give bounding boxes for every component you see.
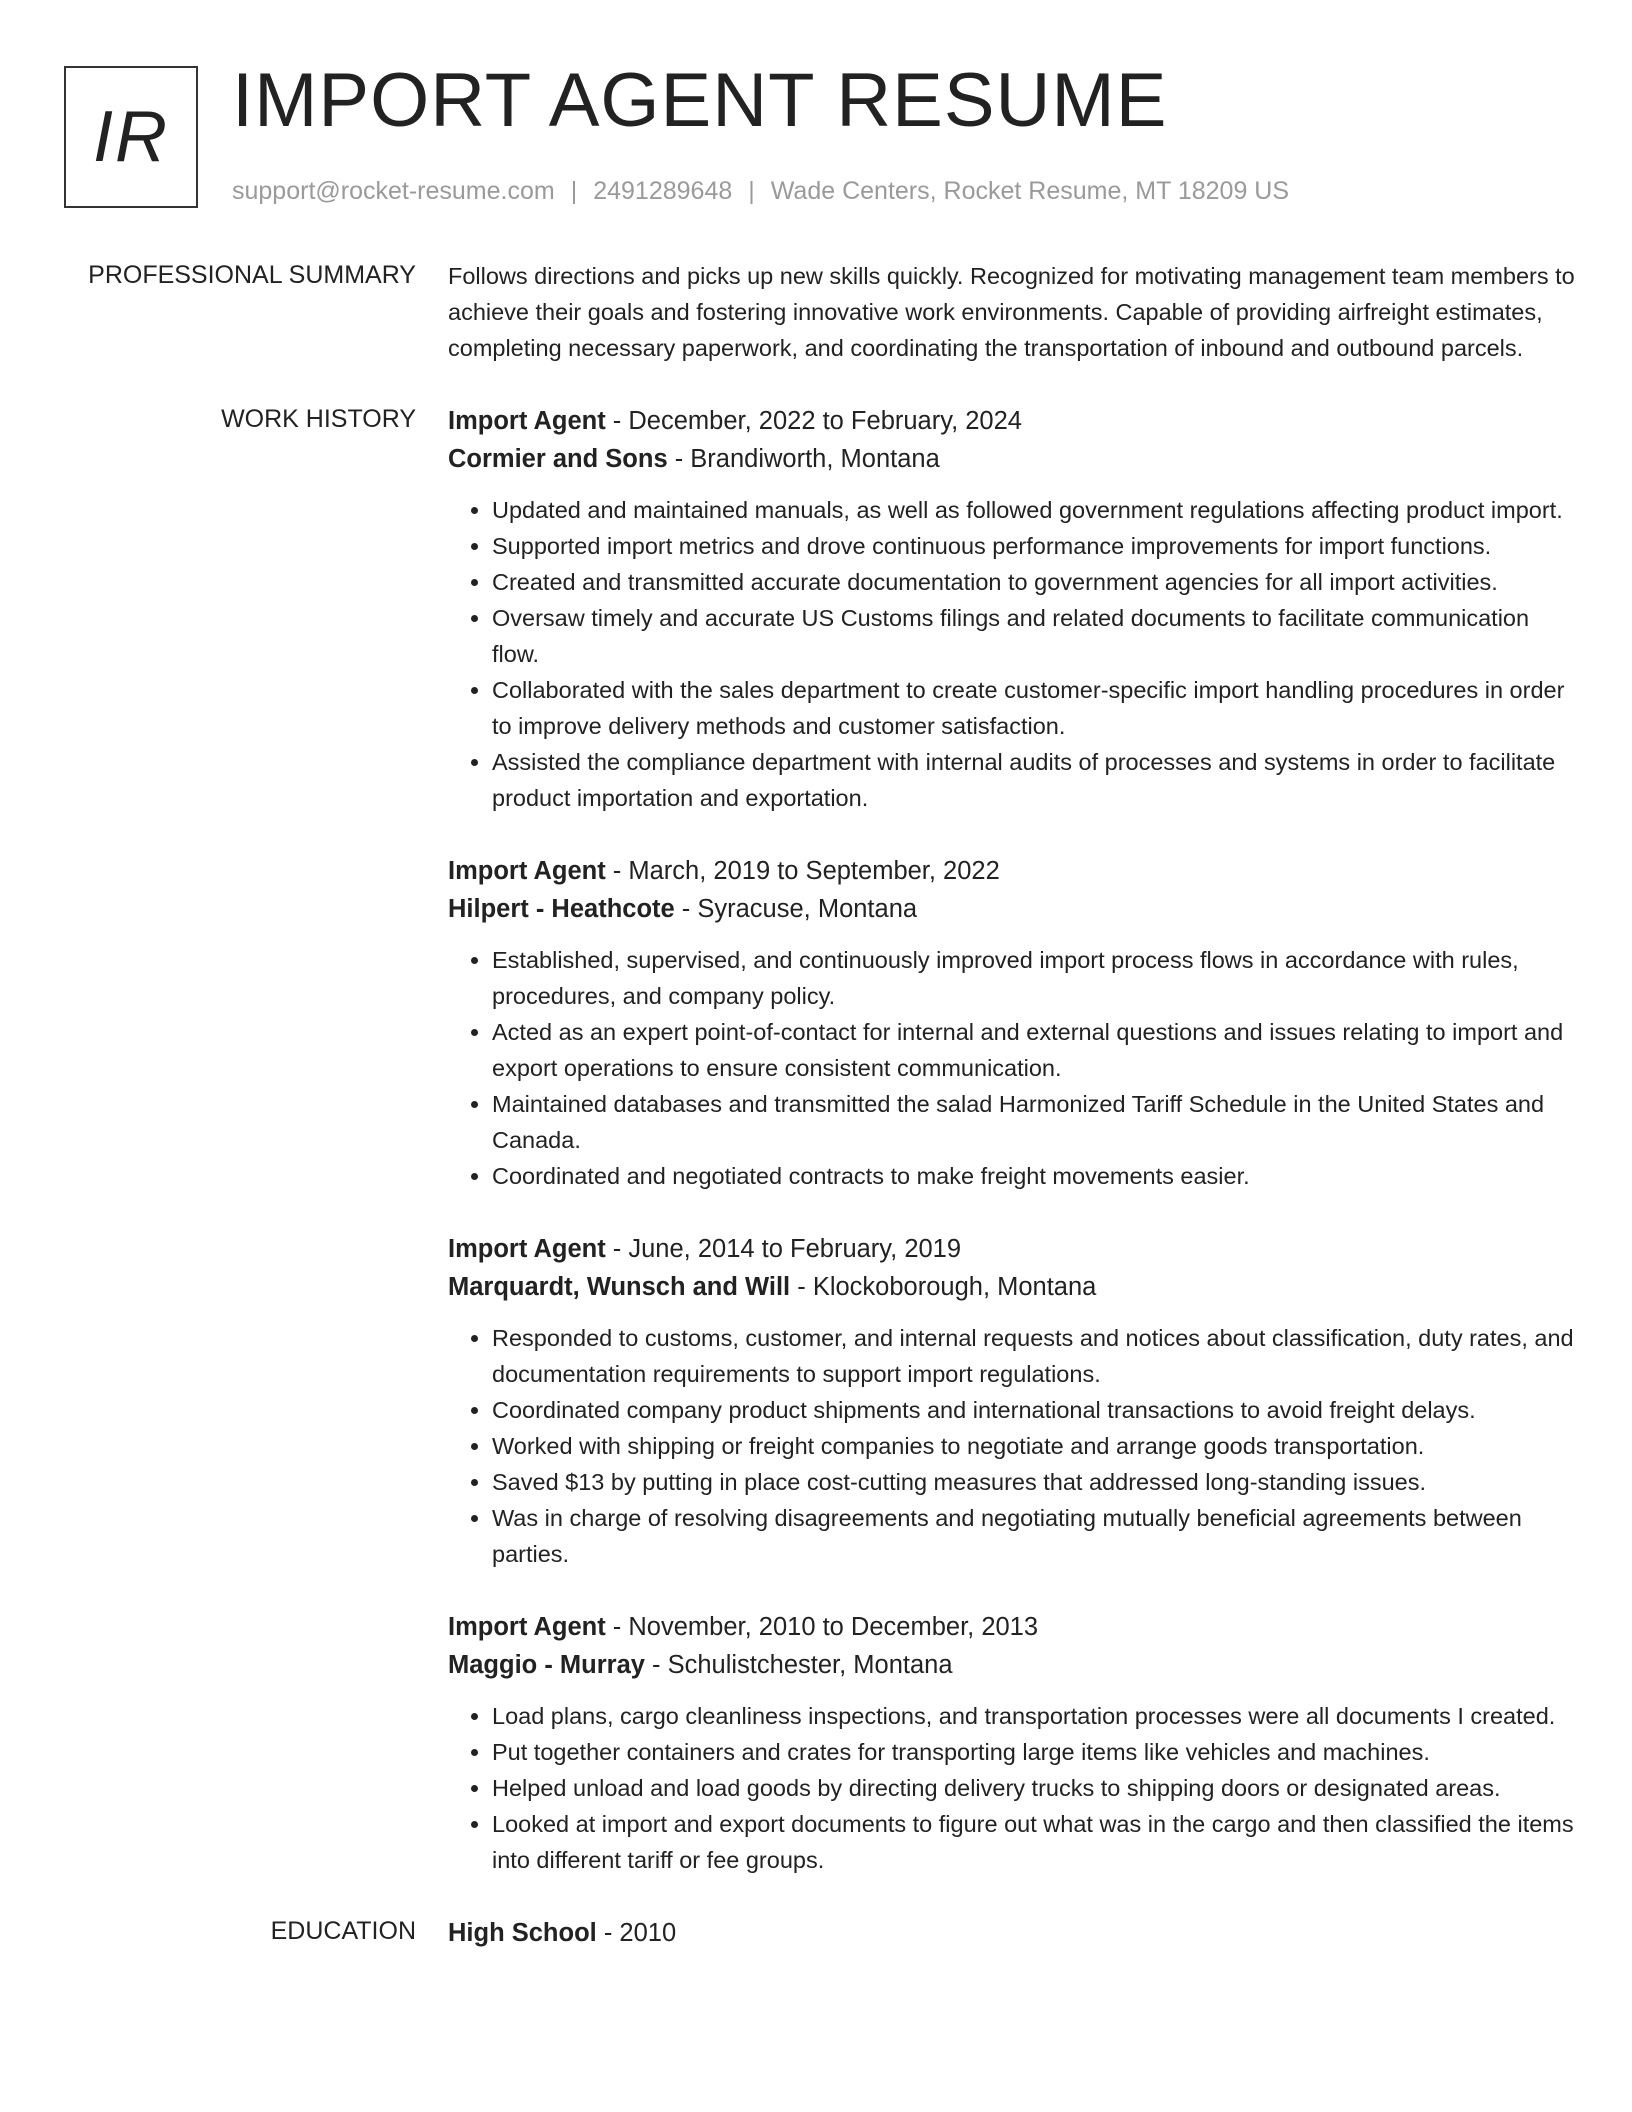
contact-line bbox=[232, 174, 1289, 208]
job-dates: - November, 2010 to December, 2013 bbox=[605, 1613, 1039, 1641]
page-title: IMPORT AGENT RESUME bbox=[232, 58, 1168, 143]
job-company: Marquardt, Wunsch and Will bbox=[448, 1273, 791, 1301]
section-label-summary: PROFESSIONAL SUMMARY bbox=[88, 261, 416, 289]
job-bullet: • Maintained databases and transmitted the salad Harmonized Tariff Schedule in the United States and Canada. bbox=[492, 1086, 1578, 1158]
job-company-line bbox=[448, 1646, 1578, 1684]
education-degree: High School bbox=[448, 1919, 597, 1947]
job-dates: - December, 2022 to February, 2024 bbox=[605, 407, 1022, 435]
job-title: Import Agent bbox=[448, 857, 606, 885]
job-bullet: • Acted as an expert point-of-contact for internal and external questions and issues relating to import and export operations to ensure consistent communication. bbox=[492, 1014, 1578, 1086]
contact-separator: | bbox=[570, 177, 578, 205]
work-history-section bbox=[0, 402, 1632, 1914]
job-company-line bbox=[448, 1268, 1578, 1306]
summary-section bbox=[0, 258, 1632, 402]
job-entry bbox=[448, 402, 1578, 816]
job-bullet: • Supported import metrics and drove continuous performance improvements for import functions. bbox=[492, 528, 1578, 564]
job-title-line bbox=[448, 852, 1578, 890]
education-body bbox=[448, 1914, 1578, 1952]
job-bullet: • Helped unload and load goods by directing delivery trucks to shipping doors or designated areas. bbox=[492, 1770, 1578, 1806]
job-entry bbox=[448, 1230, 1578, 1572]
job-title: Import Agent bbox=[448, 1613, 606, 1641]
job-bullet-list bbox=[448, 942, 1578, 1194]
job-bullet: • Coordinated company product shipments and international transactions to avoid freight delays. bbox=[492, 1392, 1578, 1428]
education-section bbox=[0, 1914, 1632, 1952]
job-title-line bbox=[448, 1608, 1578, 1646]
job-company-line bbox=[448, 440, 1578, 478]
contact-address: Wade Centers, Rocket Resume, MT 18209 US bbox=[770, 177, 1290, 205]
job-bullet: • Was in charge of resolving disagreements and negotiating mutually beneficial agreements between parties. bbox=[492, 1500, 1578, 1572]
job-title-line bbox=[448, 1230, 1578, 1268]
job-bullet: • Established, supervised, and continuously improved import process flows in accordance with rules, procedures, and company policy. bbox=[492, 942, 1578, 1014]
summary-text: Follows directions and picks up new skills quickly. Recognized for motivating management team members to achieve their goals and fostering innovative work environments. Capable of providing airfreight estimates, completing necessary paperwork, and coordinating the transportation of inbound and outbound parcels. bbox=[448, 263, 1575, 361]
job-bullet-list bbox=[448, 492, 1578, 816]
job-bullet: • Looked at import and export documents to figure out what was in the cargo and then classified the items into different tariff or fee groups. bbox=[492, 1806, 1578, 1878]
job-entry bbox=[448, 1608, 1578, 1878]
job-bullet: • Put together containers and crates for transporting large items like vehicles and machines. bbox=[492, 1734, 1578, 1770]
job-entry bbox=[448, 852, 1578, 1194]
job-bullet: • Created and transmitted accurate documentation to government agencies for all import activities. bbox=[492, 564, 1578, 600]
contact-separator: | bbox=[748, 177, 755, 205]
job-company-line bbox=[448, 890, 1578, 928]
work-history-body bbox=[448, 402, 1578, 1914]
job-company: Cormier and Sons bbox=[448, 445, 668, 473]
job-bullet: • Coordinated and negotiated contracts to make freight movements easier. bbox=[492, 1158, 1578, 1194]
job-bullet-list bbox=[448, 1698, 1578, 1878]
section-label-education: EDUCATION bbox=[270, 1917, 416, 1945]
job-bullet-list bbox=[448, 1320, 1578, 1572]
job-bullet: • Updated and maintained manuals, as well as followed government regulations affecting product import. bbox=[492, 492, 1578, 528]
education-degree-line bbox=[448, 1914, 1578, 1952]
job-company: Hilpert - Heathcote bbox=[448, 895, 675, 923]
job-title-line bbox=[448, 402, 1578, 440]
job-title: Import Agent bbox=[448, 1235, 606, 1263]
job-location: - Schulistchester, Montana bbox=[644, 1651, 953, 1679]
contact-email[interactable]: support@rocket-resume.com bbox=[232, 177, 555, 205]
job-dates: - June, 2014 to February, 2019 bbox=[605, 1235, 962, 1263]
summary-body bbox=[448, 258, 1578, 402]
job-company: Maggio - Murray bbox=[448, 1651, 645, 1679]
job-location: - Syracuse, Montana bbox=[674, 895, 918, 923]
contact-phone[interactable]: 2491289648 bbox=[593, 177, 733, 205]
job-bullet: • Oversaw timely and accurate US Customs filings and related documents to facilitate communication flow. bbox=[492, 600, 1578, 672]
job-location: - Klockoborough, Montana bbox=[790, 1273, 1097, 1301]
section-label-work-history: WORK HISTORY bbox=[221, 405, 416, 433]
job-bullet: • Load plans, cargo cleanliness inspections, and transportation processes were all documents I created. bbox=[492, 1698, 1578, 1734]
job-bullet: • Responded to customs, customer, and internal requests and notices about classification, duty rates, and documentation requirements to support import regulations. bbox=[492, 1320, 1578, 1392]
resume-sections bbox=[0, 258, 1632, 1952]
job-dates: - March, 2019 to September, 2022 bbox=[605, 857, 1000, 885]
job-location: - Brandiworth, Montana bbox=[667, 445, 940, 473]
job-bullet: • Collaborated with the sales department to create customer-specific import handling procedures in order to improve delivery methods and customer satisfaction. bbox=[492, 672, 1578, 744]
education-year: - 2010 bbox=[596, 1919, 677, 1947]
monogram-logo: IR bbox=[64, 66, 198, 208]
job-bullet: • Worked with shipping or freight companies to negotiate and arrange goods transportation. bbox=[492, 1428, 1578, 1464]
job-bullet: • Saved $13 by putting in place cost-cutting measures that addressed long-standing issues. bbox=[492, 1464, 1578, 1500]
job-bullet: • Assisted the compliance department with internal audits of processes and systems in order to facilitate product importation and exportation. bbox=[492, 744, 1578, 816]
job-title: Import Agent bbox=[448, 407, 606, 435]
